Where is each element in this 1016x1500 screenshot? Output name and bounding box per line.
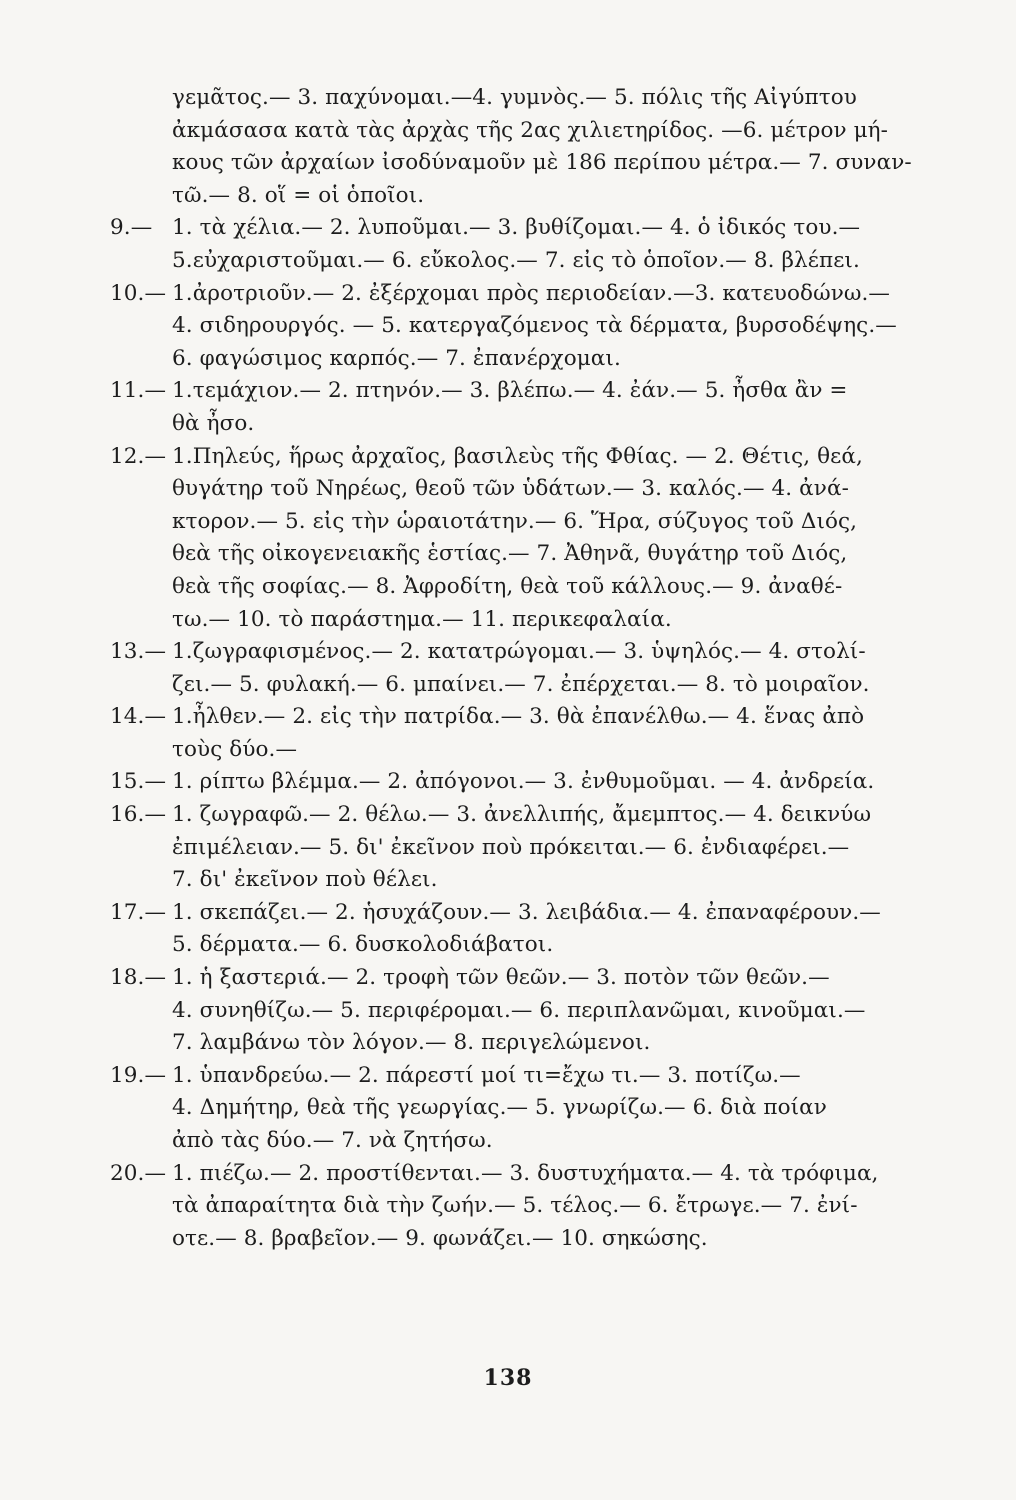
line-text: 5. δέρματα.— 6. δυσκολοδιάβατοι. bbox=[172, 932, 554, 958]
text-line bbox=[172, 1223, 947, 1256]
line-text: 1.ἦλθεν.— 2. εἰς τὴν πατρίδα.— 3. θὰ ἐπανέλθω.— 4. ἕνας ἀπὸ bbox=[172, 704, 865, 730]
page-number: 138 bbox=[483, 1365, 533, 1391]
line-text: τῶ.— 8. οἵ = οἱ ὁποῖοι. bbox=[172, 182, 425, 208]
entry-number: 17.— bbox=[110, 899, 167, 925]
text-line bbox=[110, 212, 947, 245]
text-line bbox=[172, 571, 947, 604]
entry-number: 11.— bbox=[110, 378, 167, 404]
line-text: θυγάτηρ τοῦ Νηρέως, θεοῦ τῶν ὑδάτων.— 3. καλός.— 4. ἀνά- bbox=[172, 476, 849, 502]
line-text: 1. σκεπάζει.— 2. ἡσυχάζουν.— 3. λειβάδια.— 4. ἐπαναφέρουν.— bbox=[172, 899, 881, 925]
text-line bbox=[172, 734, 947, 767]
text-line bbox=[172, 408, 947, 441]
text-line bbox=[172, 343, 947, 376]
text-line bbox=[172, 538, 947, 571]
text-line bbox=[172, 147, 947, 180]
line-text: θὰ ἦσο. bbox=[172, 410, 255, 436]
text-line bbox=[172, 245, 947, 278]
line-text: 1. ἡ ξαστεριά.— 2. τροφὴ τῶν θεῶν.— 3. ποτὸν τῶν θεῶν.— bbox=[172, 965, 830, 991]
entry-number: 16.— bbox=[110, 802, 167, 828]
text-line bbox=[172, 864, 947, 897]
line-text: οτε.— 8. βραβεῖον.— 9. φωνάζει.— 10. σηκώσης. bbox=[172, 1225, 708, 1251]
text-line bbox=[172, 473, 947, 506]
entry-number: 18.— bbox=[110, 965, 167, 991]
entry-number: 13.— bbox=[110, 639, 167, 665]
text-line bbox=[110, 441, 947, 474]
entry-number: 19.— bbox=[110, 1062, 167, 1088]
text-line bbox=[172, 1125, 947, 1158]
text-line bbox=[110, 375, 947, 408]
line-text: ἀπὸ τὰς δύο.— 7. νὰ ζητήσω. bbox=[172, 1128, 493, 1153]
line-text: τὰ ἀπαραίτητα διὰ τὴν ζωήν.— 5. τέλος.— 6. ἔτρωγε.— 7. ἐνί- bbox=[172, 1193, 858, 1219]
text-line bbox=[172, 115, 947, 148]
line-text: 7. λαμβάνω τὸν λόγον.— 8. περιγελώμενοι. bbox=[172, 1030, 651, 1056]
line-text: ζει.— 5. φυλακή.— 6. μπαίνει.— 7. ἐπέρχεται.— 8. τὸ μοιραῖον. bbox=[172, 671, 870, 697]
text-line bbox=[172, 82, 947, 115]
text-line bbox=[172, 1190, 947, 1223]
text-line bbox=[110, 278, 947, 311]
line-text: 1.τεμάχιον.— 2. πτηνόν.— 3. βλέπω.— 4. ἐάν.— 5. ἦσθα ἂν = bbox=[172, 378, 848, 404]
glossary-text bbox=[110, 82, 947, 1255]
line-text: θεὰ τῆς οἰκογενειακῆς ἑστίας.— 7. Ἀθηνᾶ, θυγάτηρ τοῦ Διός, bbox=[172, 541, 848, 567]
line-text: 6. φαγώσιμος καρπός.— 7. ἐπανέρχομαι. bbox=[172, 345, 621, 371]
entry-number: 12.— bbox=[110, 443, 167, 469]
text-line bbox=[110, 799, 947, 832]
line-text: 1.Πηλεύς, ἥρως ἀρχαῖος, βασιλεὺς τῆς Φθίας. — 2. Θέτις, θεά, bbox=[172, 443, 863, 469]
entry-number: 10.— bbox=[110, 280, 167, 306]
line-text: 1. ζωγραφῶ.— 2. θέλω.— 3. ἀνελλιπής, ἄμεμπτος.— 4. δεικνύω bbox=[172, 802, 872, 828]
text-line bbox=[110, 701, 947, 734]
line-text: κτορον.— 5. εἰς τὴν ὡραιοτάτην.— 6. Ἥρα, σύζυγος τοῦ Διός, bbox=[172, 508, 858, 534]
entry-number: 14.— bbox=[110, 704, 167, 730]
line-text: 1. τὰ χέλια.— 2. λυποῦμαι.— 3. βυθίζομαι.— 4. ὁ ἰδικός του.— bbox=[172, 215, 861, 241]
line-text: 1. ὑπανδρεύω.— 2. πάρεστί μοί τι=ἔχω τι.— 3. ποτίζω.— bbox=[172, 1062, 801, 1088]
text-line bbox=[110, 766, 947, 799]
line-text: θεὰ τῆς σοφίας.— 8. Ἀφροδίτη, θεὰ τοῦ κάλλους.— 9. ἀναθέ- bbox=[172, 573, 843, 599]
line-text: 1.ἀροτριοῦν.— 2. ἐξέρχομαι πρὸς περιοδείαν.—3. κατευοδώνω.— bbox=[172, 280, 891, 306]
line-text: 4. σιδηρουργός. — 5. κατεργαζόμενος τὰ δέρματα, βυρσοδέψης.— bbox=[172, 313, 897, 339]
text-line bbox=[172, 604, 947, 637]
line-text: 4. συνηθίζω.— 5. περιφέρομαι.— 6. περιπλανῶμαι, κινοῦμαι.— bbox=[172, 997, 866, 1023]
text-line bbox=[110, 636, 947, 669]
line-text: 5.εὐχαριστοῦμαι.— 6. εὔκολος.— 7. εἰς τὸ ὁποῖον.— 8. βλέπει. bbox=[172, 247, 860, 273]
line-text: ἀκμάσασα κατὰ τὰς ἀρχὰς τῆς 2ας χιλιετηρίδος. —6. μέτρον μή- bbox=[172, 117, 889, 143]
entry-number: 20.— bbox=[110, 1160, 167, 1186]
entry-number: 9.— bbox=[110, 215, 153, 241]
line-text: 4. Δημήτηρ, θεὰ τῆς γεωργίας.— 5. γνωρίζω.— 6. διὰ ποίαν bbox=[172, 1095, 827, 1121]
text-line bbox=[110, 1060, 947, 1093]
text-line bbox=[172, 995, 947, 1028]
text-line bbox=[172, 832, 947, 865]
text-line bbox=[110, 897, 947, 930]
text-line bbox=[172, 506, 947, 539]
line-text: 7. δι' ἐκεῖνον ποὺ θέλει. bbox=[172, 867, 438, 893]
line-text: ἐπιμέλειαν.— 5. δι' ἐκεῖνον ποὺ πρόκειται.— 6. ἐνδιαφέρει.— bbox=[172, 834, 850, 860]
text-line bbox=[172, 1027, 947, 1060]
line-text: 1.ζωγραφισμένος.— 2. κατατρώγομαι.— 3. ὑψηλός.— 4. στολί- bbox=[172, 639, 866, 665]
text-line bbox=[110, 962, 947, 995]
line-text: κους τῶν ἀρχαίων ἰσοδύναμοῦν μὲ 186 περίπου μέτρα.— 7. συναν- bbox=[172, 150, 912, 176]
line-text: γεμᾶτος.— 3. παχύνομαι.—4. γυμνὸς.— 5. πόλις τῆς Αἰγύπτου bbox=[172, 85, 857, 110]
text-line bbox=[172, 929, 947, 962]
text-line bbox=[172, 1092, 947, 1125]
entry-number: 15.— bbox=[110, 769, 167, 795]
text-line bbox=[172, 669, 947, 702]
text-line bbox=[172, 310, 947, 343]
text-line bbox=[110, 1158, 947, 1191]
line-text: 1. πιέζω.— 2. προστίθενται.— 3. δυστυχήματα.— 4. τὰ τρόφιμα, bbox=[172, 1160, 879, 1186]
line-text: τοὺς δύο.— bbox=[172, 736, 298, 762]
line-text: τω.— 10. τὸ παράστημα.— 11. περικεφαλαία. bbox=[172, 606, 672, 632]
line-text: 1. ρίπτω βλέμμα.— 2. ἀπόγονοι.— 3. ἐνθυμοῦμαι. — 4. ἀνδρεία. bbox=[172, 769, 875, 795]
text-line bbox=[172, 180, 947, 213]
